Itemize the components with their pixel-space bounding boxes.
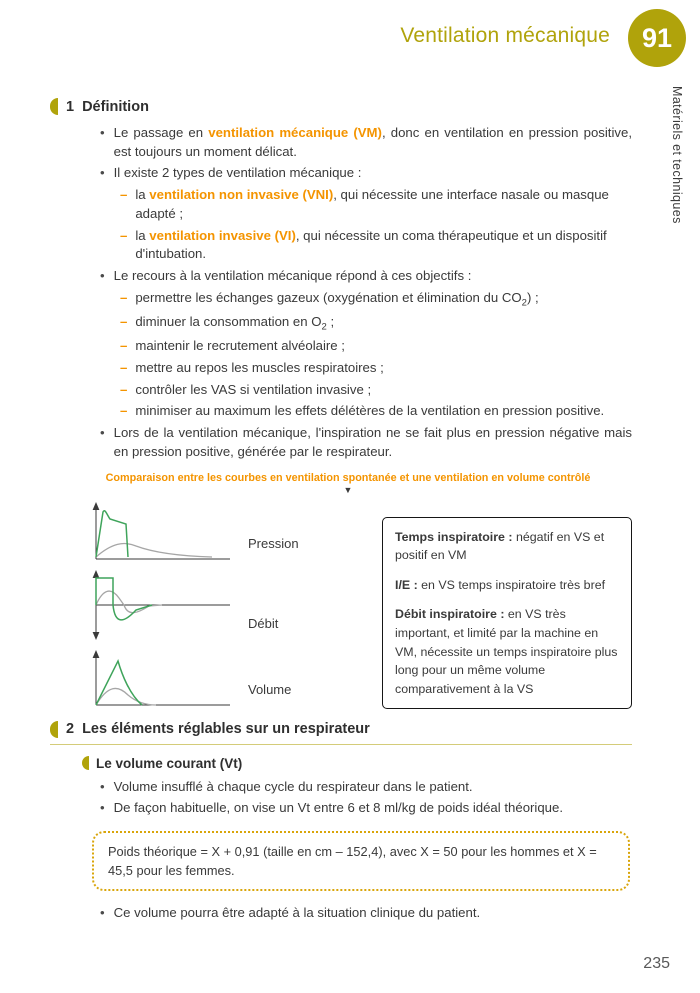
caption-arrow-icon: ▼ [343,484,353,495]
plot-label-pression: Pression [248,535,299,551]
list-item-text: Lors de la ventilation mécanique, l'inspiration ne se fait plus en pression négative mais en pression positive, générée par le respirateur. [113,425,632,459]
dash-icon: – [120,187,128,203]
section-2-heading [50,721,632,745]
list-item-text [135,186,632,223]
plot-label-debit: Débit [248,615,279,631]
section-title: Définition [82,98,149,115]
sub-list-item [120,381,632,400]
list-item [100,124,632,161]
info-term: I/E : [395,577,418,592]
figure-caption: Comparaison entre les courbes en ventilation spontanée et une ventilation en volume contrôlé [105,471,591,484]
chapter-title: Ventilation mécanique [400,24,610,47]
axis-arrow-up-icon [93,650,100,658]
dash-icon: – [120,359,128,375]
text-run: permettre les échanges gazeux (oxygénation et élimination du CO [135,289,522,305]
sub-list-item [120,359,632,378]
sub-list-item [120,227,632,264]
list-item [100,799,632,818]
flow-plot [86,567,236,643]
volume-curve-vs [96,688,156,705]
sub-list-item [120,337,632,356]
list-item-text: maintenir le recrutement alvéolaire ; [135,338,345,354]
list-item [100,164,632,183]
page-content [64,98,632,926]
text-run: en VS très important, et limité par la machine en VM, nécessite un temps inspiratoire plus long pour un même volume comparativement à la VS [395,607,618,696]
bullet-icon: • [100,268,105,284]
bullet-icon: • [100,800,105,816]
sub-list-item [120,313,632,334]
list-item [100,778,632,797]
section-marker-icon [50,98,58,115]
volume-curve-vm [96,661,142,705]
bullet-icon: • [100,425,105,441]
list-item-text [135,289,538,310]
text-run: , qui nécessite une interface nasale ou masque adapté ; [135,187,609,221]
list-item-text [135,227,632,264]
list-item [100,267,632,286]
text-run: en VS temps inspiratoire très bref [417,577,606,592]
info-paragraph [395,576,619,595]
flow-curve-vs [96,591,162,613]
text-run: ) ; [526,289,539,305]
subscript: 2 [521,297,527,309]
section-number: 1 [66,98,75,115]
chapter-number-badge [628,9,686,67]
list-item [100,424,632,461]
section-marker-icon [50,721,58,738]
sub-list-item [120,402,632,421]
subsection-heading [82,756,632,771]
text-run: Le passage en [113,125,209,140]
text-run: négatif en VS et positif en VM [395,529,605,563]
text-run: la [135,187,150,203]
list-item-text: De façon habituelle, on vise un Vt entre 6 et 8 ml/kg de poids idéal théorique. [113,800,564,816]
highlight-term: ventilation invasive (VI) [149,227,296,243]
pressure-plot [86,499,236,563]
waveform-plots [86,499,382,713]
text-run: ; [326,314,335,329]
info-term: Temps inspiratoire : [395,529,513,544]
list-item-text [135,313,334,334]
pressure-curve-vs [96,543,212,556]
page-number: 235 [643,955,670,972]
side-tab-label: Matériels et techniques [670,86,684,224]
text-run: diminuer la consommation en O [135,314,322,329]
dash-icon: – [120,338,128,354]
highlight-term: ventilation non invasive (VNI) [149,187,334,203]
list-item-text: minimiser au maximum les effets délétères de la ventilation en pression positive. [135,403,605,419]
plot-label-volume: Volume [248,681,292,697]
chapter-number: 91 [641,22,673,53]
bullet-icon: • [100,165,105,181]
list-item-text: Le recours à la ventilation mécanique répond à ces objectifs : [113,268,472,284]
subsection-title: Le volume courant (Vt) [96,755,243,771]
dash-icon: – [120,289,128,305]
sub-list-item [120,186,632,223]
bullet-icon: • [100,125,105,140]
flow-plot-row [86,567,382,643]
dash-icon: – [120,381,128,397]
info-term: Débit inspiratoire : [395,607,505,622]
list-item-text: contrôler les VAS si ventilation invasive ; [135,381,372,397]
list-item-text: Il existe 2 types de ventilation mécanique : [113,165,362,181]
text-run: , qui nécessite un coma thérapeutique et un dispositif d'intubation. [135,227,607,262]
dash-icon: – [120,403,128,419]
formula-note-box: Poids théorique = X + 0,91 (taille en cm – 152,4), avec X = 50 pour les hommes et X = 45,5 pour les femmes. [92,831,630,891]
pressure-plot-row [86,499,382,563]
text-run: la [135,227,150,243]
sub-list-item [120,289,632,310]
section-number: 2 [66,721,75,738]
list-item-text: mettre au repos les muscles respiratoires ; [135,359,384,375]
volume-plot-row [86,647,382,709]
section-title: Les éléments réglables sur un respirateur [82,721,370,738]
subscript: 2 [321,321,327,333]
list-item [100,904,632,923]
flow-curve-vm [96,578,152,620]
list-item-text: Ce volume pourra être adapté à la situation clinique du patient. [113,905,481,921]
bullet-icon: • [100,778,105,794]
axis-arrow-up-icon [93,502,100,510]
ventilation-curves-figure [86,499,632,713]
bullet-icon: • [100,905,105,921]
dash-icon: – [120,314,128,329]
info-paragraph [395,528,619,565]
section-1-heading [50,98,632,115]
pressure-curve-vm [96,510,128,556]
list-item-text [114,124,632,161]
subsection-marker-icon [82,756,89,770]
highlight-term: ventilation mécanique (VM) [208,125,382,140]
text-run: , donc en ventilation en pression positive, est toujours un moment délicat. [113,125,632,159]
axis-arrow-up-icon [93,570,100,578]
volume-plot [86,647,236,709]
list-item-text: Volume insufflé à chaque cycle du respirateur dans le patient. [113,778,473,794]
figure-info-box [382,517,632,710]
dash-icon: – [120,227,128,243]
info-paragraph [395,605,619,698]
axis-arrow-down-icon [93,632,100,640]
